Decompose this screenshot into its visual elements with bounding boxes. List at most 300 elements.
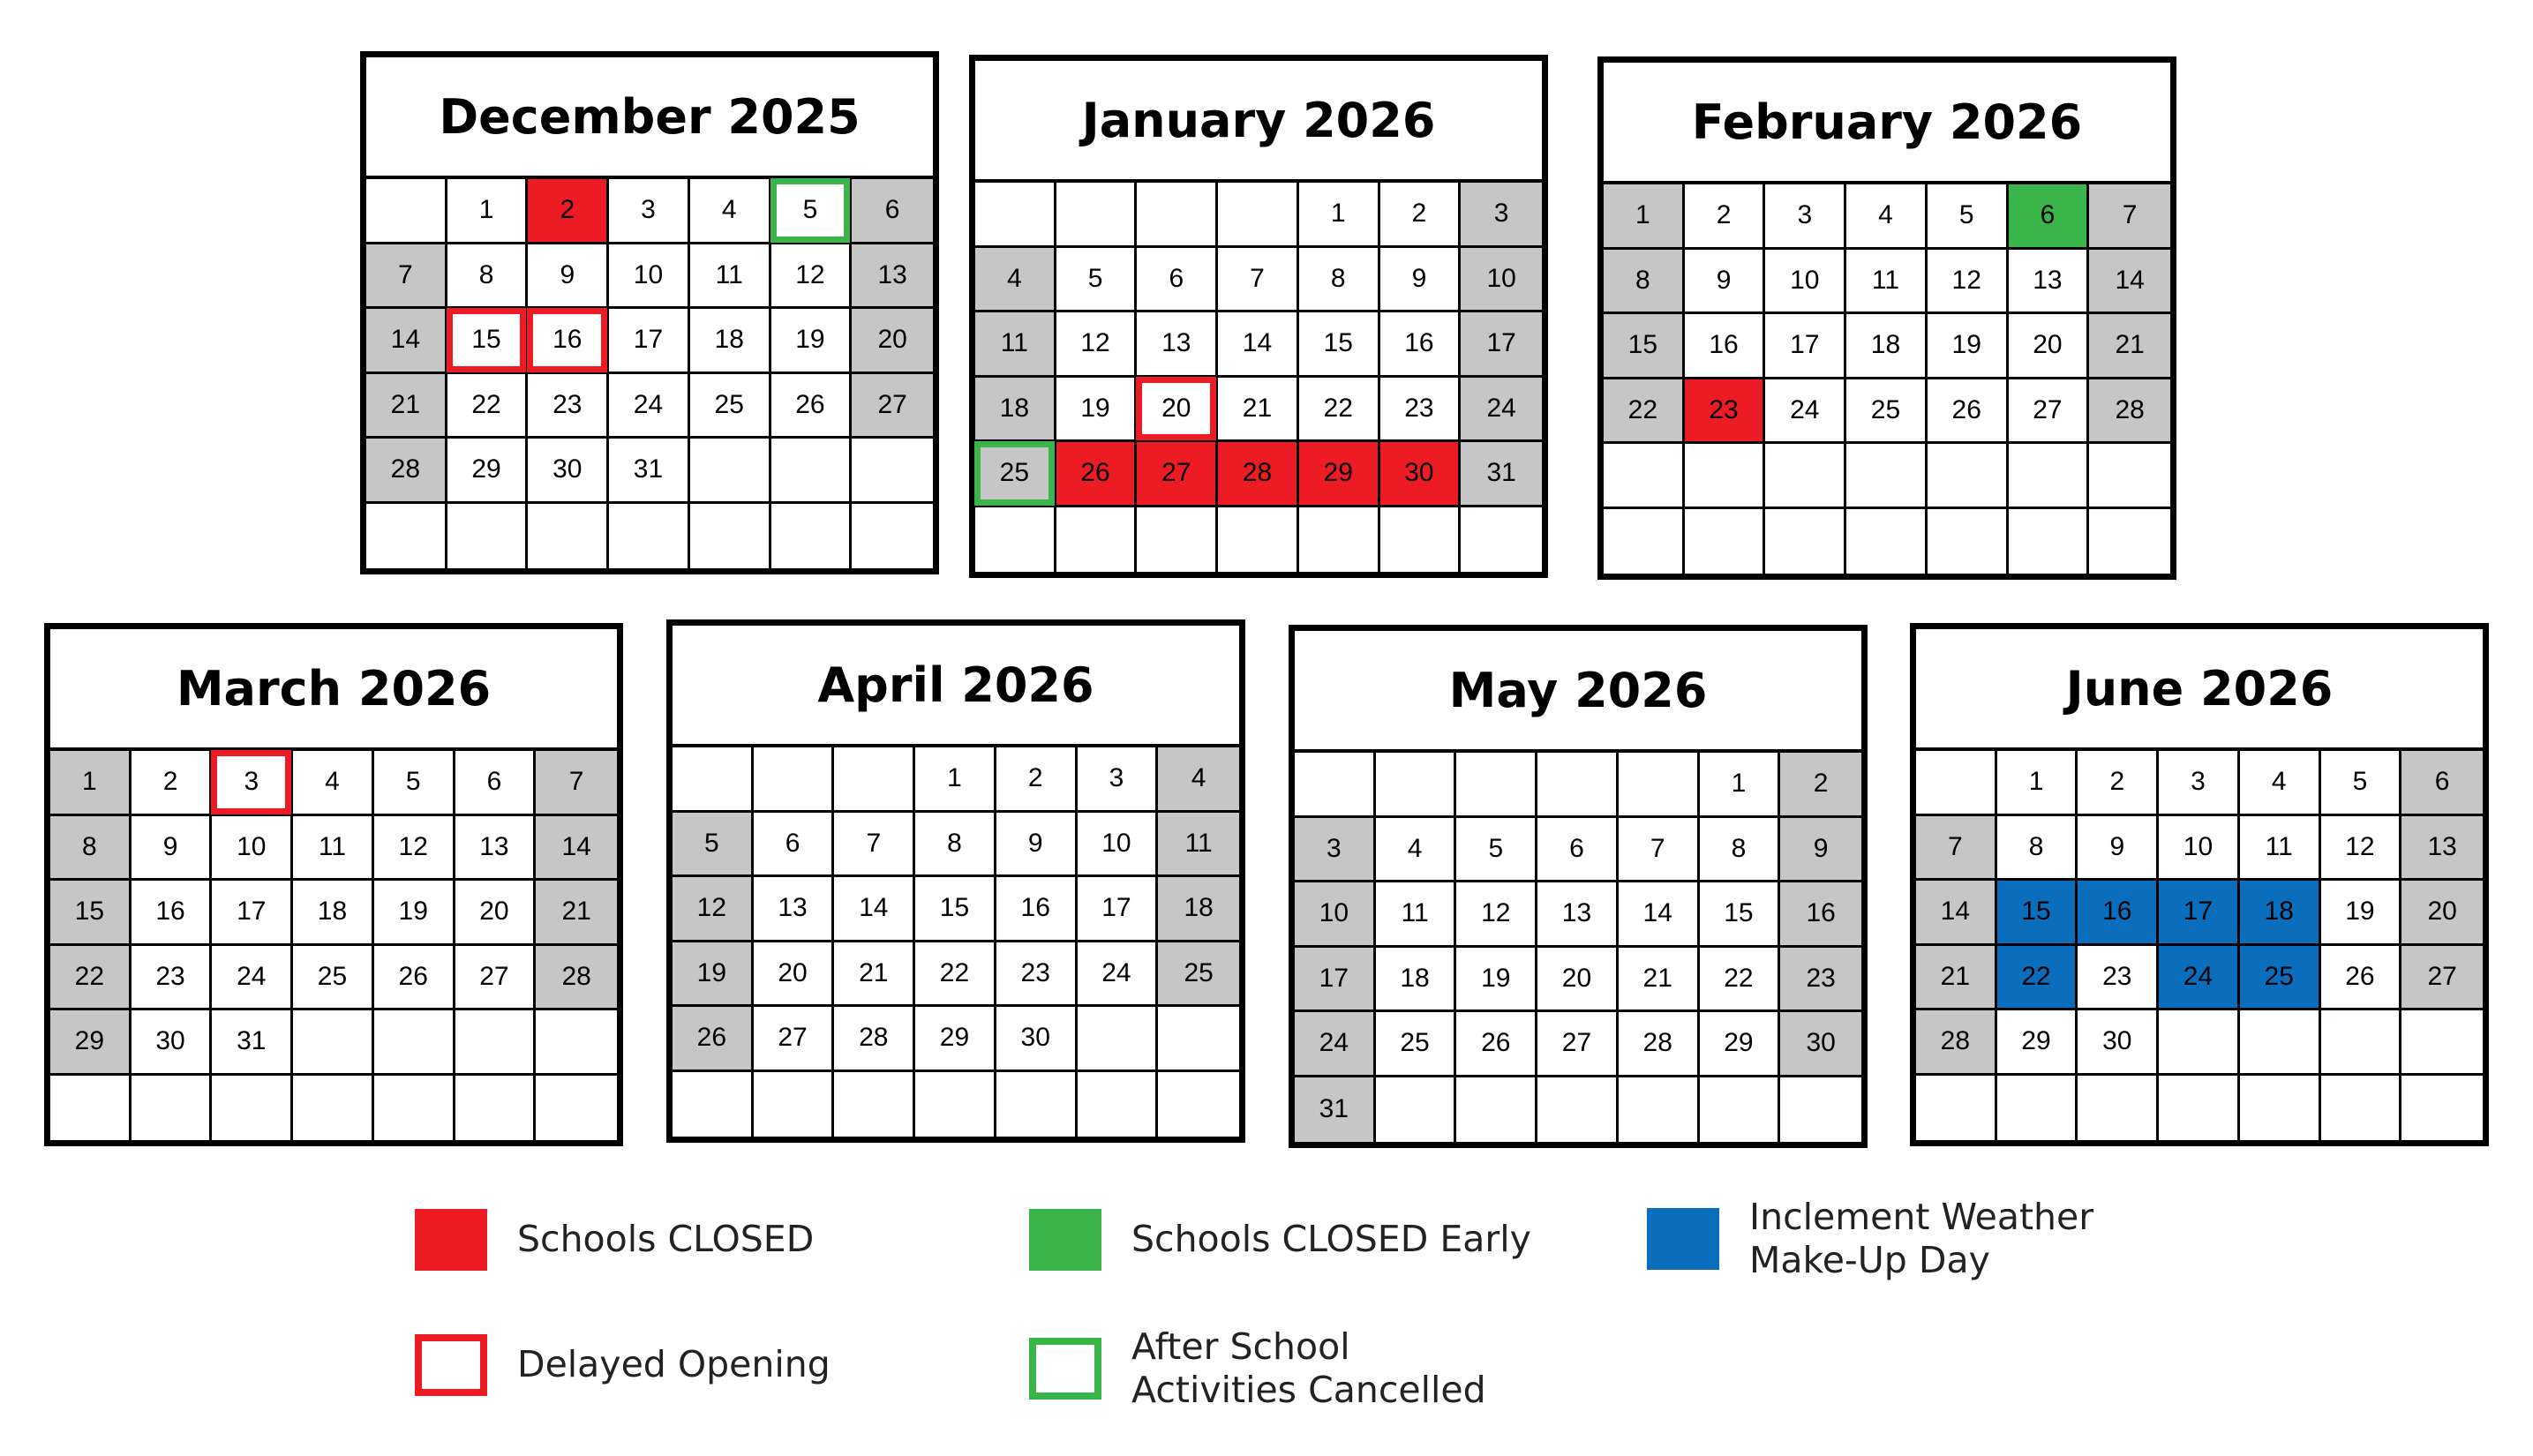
day-cell: 19 xyxy=(1456,948,1537,1013)
day-cell: 23 xyxy=(996,942,1078,1008)
day-cell: 12 xyxy=(771,244,853,310)
day-cell xyxy=(1456,1077,1537,1143)
day-cell: 11 xyxy=(975,312,1056,378)
calendar-april-2026 xyxy=(666,619,1245,1143)
day-cell: 6 xyxy=(455,751,537,816)
day-cell xyxy=(915,1072,996,1137)
day-cell: 30 xyxy=(1780,1012,1861,1077)
day-cell: 23 xyxy=(132,946,213,1011)
day-cell: 15 xyxy=(1604,314,1685,379)
day-cell: 6 xyxy=(1537,818,1619,883)
day-cell: 22 xyxy=(50,946,132,1011)
day-cell: 27 xyxy=(1537,1012,1619,1077)
day-cell xyxy=(1056,507,1138,573)
day-cell: 4 xyxy=(1376,818,1457,883)
day-cell xyxy=(1295,753,1376,818)
day-cell: 28 xyxy=(536,946,617,1011)
day-cell xyxy=(1299,507,1380,573)
day-cell: 19 xyxy=(673,942,754,1008)
day-cell: 31 xyxy=(212,1010,293,1076)
day-cell: 13 xyxy=(852,244,933,310)
day-cell: 6 xyxy=(1137,248,1218,313)
day-cell xyxy=(1846,444,1928,509)
day-cell: 6 xyxy=(754,813,835,878)
day-cell: 15 xyxy=(915,877,996,942)
day-cell: 13 xyxy=(2009,250,2090,315)
day-cell: 25 xyxy=(1158,942,1239,1008)
day-cell: 27 xyxy=(455,946,537,1011)
day-cell xyxy=(1916,1076,1997,1141)
day-cell: 12 xyxy=(1456,882,1537,948)
day-cell: 5 xyxy=(771,179,853,244)
day-cell: 10 xyxy=(1461,248,1542,313)
day-cell xyxy=(771,504,853,569)
day-cell: 20 xyxy=(754,942,835,1008)
day-cell: 1 xyxy=(1299,183,1380,248)
closed-early-swatch-icon xyxy=(1029,1209,1101,1271)
day-cell: 19 xyxy=(374,881,455,946)
day-cell: 7 xyxy=(1916,816,1997,882)
day-cell xyxy=(754,747,835,813)
day-cell: 24 xyxy=(2159,946,2240,1011)
day-cell: 21 xyxy=(2089,314,2170,379)
month-title: January 2026 xyxy=(975,61,1542,183)
day-cell: 8 xyxy=(50,816,132,882)
day-cell xyxy=(1619,1077,1700,1143)
day-grid xyxy=(1604,184,2170,574)
day-cell xyxy=(673,747,754,813)
day-cell: 3 xyxy=(1295,818,1376,883)
day-cell: 29 xyxy=(1997,1010,2078,1076)
day-cell: 15 xyxy=(447,309,529,374)
closed-swatch-icon xyxy=(415,1209,487,1271)
day-cell: 2 xyxy=(1380,183,1462,248)
month-title: May 2026 xyxy=(1295,631,1861,753)
day-cell xyxy=(1158,1007,1239,1072)
day-cell: 17 xyxy=(1078,877,1159,942)
day-cell xyxy=(834,1072,915,1137)
day-cell xyxy=(2401,1076,2483,1141)
day-cell xyxy=(1456,753,1537,818)
day-cell: 13 xyxy=(1537,882,1619,948)
day-cell: 4 xyxy=(1846,184,1928,250)
day-cell: 27 xyxy=(2401,946,2483,1011)
day-cell xyxy=(2240,1076,2321,1141)
day-cell: 20 xyxy=(1137,378,1218,443)
legend-makeup xyxy=(1647,1196,2093,1282)
day-cell xyxy=(690,439,771,504)
day-cell xyxy=(528,504,609,569)
day-cell: 24 xyxy=(609,374,690,439)
day-cell: 21 xyxy=(834,942,915,1008)
day-cell: 20 xyxy=(2009,314,2090,379)
day-cell xyxy=(1137,507,1218,573)
day-cell: 26 xyxy=(1928,379,2009,445)
day-cell xyxy=(1916,751,1997,816)
day-cell: 23 xyxy=(528,374,609,439)
day-cell: 27 xyxy=(2009,379,2090,445)
day-cell: 30 xyxy=(996,1007,1078,1072)
day-cell: 8 xyxy=(447,244,529,310)
day-cell: 30 xyxy=(132,1010,213,1076)
day-cell: 9 xyxy=(132,816,213,882)
day-cell: 13 xyxy=(1137,312,1218,378)
day-cell xyxy=(2401,1010,2483,1076)
day-cell xyxy=(2321,1076,2402,1141)
day-cell: 25 xyxy=(975,442,1056,507)
day-cell: 12 xyxy=(1056,312,1138,378)
day-cell xyxy=(1078,1072,1159,1137)
day-cell: 16 xyxy=(1380,312,1462,378)
day-cell: 16 xyxy=(132,881,213,946)
day-cell: 9 xyxy=(1685,250,1766,315)
day-cell: 20 xyxy=(1537,948,1619,1013)
day-cell: 1 xyxy=(1997,751,2078,816)
day-cell: 14 xyxy=(366,309,447,374)
day-cell: 6 xyxy=(2401,751,2483,816)
day-cell: 2 xyxy=(2078,751,2159,816)
day-cell: 17 xyxy=(1295,948,1376,1013)
day-cell: 16 xyxy=(996,877,1078,942)
day-cell xyxy=(754,1072,835,1137)
day-cell: 9 xyxy=(528,244,609,310)
day-cell: 17 xyxy=(212,881,293,946)
day-cell xyxy=(2159,1076,2240,1141)
day-cell: 10 xyxy=(1078,813,1159,878)
day-cell: 14 xyxy=(536,816,617,882)
day-cell: 4 xyxy=(975,248,1056,313)
day-cell: 22 xyxy=(1299,378,1380,443)
day-cell: 1 xyxy=(50,751,132,816)
day-cell xyxy=(293,1010,374,1076)
day-cell: 19 xyxy=(2321,881,2402,946)
day-grid xyxy=(673,747,1239,1137)
day-cell xyxy=(50,1076,132,1141)
day-cell: 27 xyxy=(852,374,933,439)
day-cell: 22 xyxy=(1700,948,1781,1013)
day-grid xyxy=(1916,751,2483,1140)
day-cell: 5 xyxy=(673,813,754,878)
day-cell: 29 xyxy=(447,439,529,504)
day-cell: 28 xyxy=(366,439,447,504)
day-cell: 3 xyxy=(609,179,690,244)
day-cell xyxy=(690,504,771,569)
day-cell: 15 xyxy=(50,881,132,946)
day-cell: 24 xyxy=(1295,1012,1376,1077)
day-cell xyxy=(834,747,915,813)
day-cell: 7 xyxy=(1619,818,1700,883)
day-cell: 12 xyxy=(1928,250,2009,315)
day-cell: 14 xyxy=(1218,312,1299,378)
day-cell: 17 xyxy=(2159,881,2240,946)
day-cell: 12 xyxy=(673,877,754,942)
day-cell: 3 xyxy=(2159,751,2240,816)
day-cell xyxy=(1218,183,1299,248)
day-cell: 2 xyxy=(1685,184,1766,250)
month-title: April 2026 xyxy=(673,626,1239,747)
day-cell: 1 xyxy=(447,179,529,244)
day-grid xyxy=(1295,753,1861,1142)
day-cell: 26 xyxy=(2321,946,2402,1011)
day-cell xyxy=(771,439,853,504)
cancelled-swatch-icon xyxy=(1029,1338,1101,1400)
day-cell: 7 xyxy=(1218,248,1299,313)
day-cell xyxy=(455,1010,537,1076)
day-cell: 28 xyxy=(1218,442,1299,507)
day-cell xyxy=(609,504,690,569)
day-cell: 3 xyxy=(212,751,293,816)
day-cell: 20 xyxy=(852,309,933,374)
day-cell: 24 xyxy=(1078,942,1159,1008)
day-cell: 18 xyxy=(1376,948,1457,1013)
calendar-january-2026 xyxy=(969,55,1548,578)
day-cell xyxy=(366,179,447,244)
day-cell: 19 xyxy=(1928,314,2009,379)
day-cell: 3 xyxy=(1461,183,1542,248)
day-cell xyxy=(2078,1076,2159,1141)
day-cell xyxy=(1056,183,1138,248)
day-cell xyxy=(1461,507,1542,573)
day-cell: 21 xyxy=(536,881,617,946)
day-cell xyxy=(1685,444,1766,509)
legend-cancelled-label: After School Activities Cancelled xyxy=(1131,1325,1486,1412)
day-cell xyxy=(1218,507,1299,573)
day-cell xyxy=(1537,753,1619,818)
day-cell: 5 xyxy=(1456,818,1537,883)
day-cell: 26 xyxy=(771,374,853,439)
day-cell xyxy=(1780,1077,1861,1143)
day-cell xyxy=(2240,1010,2321,1076)
day-cell: 4 xyxy=(1158,747,1239,813)
day-cell: 20 xyxy=(2401,881,2483,946)
day-cell: 2 xyxy=(996,747,1078,813)
day-cell: 18 xyxy=(293,881,374,946)
day-cell: 1 xyxy=(1604,184,1685,250)
day-cell: 8 xyxy=(1299,248,1380,313)
day-cell: 29 xyxy=(1299,442,1380,507)
calendar-june-2026 xyxy=(1910,623,2489,1146)
day-cell: 29 xyxy=(50,1010,132,1076)
day-cell: 28 xyxy=(1916,1010,1997,1076)
day-cell: 15 xyxy=(1299,312,1380,378)
makeup-swatch-icon xyxy=(1647,1208,1719,1270)
day-cell: 16 xyxy=(528,309,609,374)
day-cell: 8 xyxy=(1997,816,2078,882)
day-cell: 2 xyxy=(528,179,609,244)
day-cell: 15 xyxy=(1997,881,2078,946)
day-cell: 18 xyxy=(1846,314,1928,379)
day-cell: 25 xyxy=(1846,379,1928,445)
day-cell: 10 xyxy=(2159,816,2240,882)
day-cell: 16 xyxy=(1685,314,1766,379)
day-cell xyxy=(673,1072,754,1137)
month-title: June 2026 xyxy=(1916,629,2483,751)
day-cell xyxy=(1928,444,2009,509)
day-cell xyxy=(1380,507,1462,573)
day-cell xyxy=(1078,1007,1159,1072)
day-cell: 29 xyxy=(1700,1012,1781,1077)
day-cell: 2 xyxy=(132,751,213,816)
day-cell: 28 xyxy=(2089,379,2170,445)
day-cell xyxy=(975,183,1056,248)
day-cell: 31 xyxy=(1461,442,1542,507)
day-cell xyxy=(536,1010,617,1076)
day-cell xyxy=(975,507,1056,573)
day-cell: 25 xyxy=(690,374,771,439)
day-cell xyxy=(212,1076,293,1141)
day-cell: 11 xyxy=(2240,816,2321,882)
day-cell: 13 xyxy=(2401,816,2483,882)
day-cell: 28 xyxy=(1619,1012,1700,1077)
day-cell: 11 xyxy=(1158,813,1239,878)
day-cell: 9 xyxy=(2078,816,2159,882)
day-cell xyxy=(1604,444,1685,509)
day-cell xyxy=(852,439,933,504)
day-cell xyxy=(1846,509,1928,574)
day-cell: 23 xyxy=(1780,948,1861,1013)
delayed-swatch-icon xyxy=(415,1334,487,1396)
day-cell xyxy=(1376,753,1457,818)
day-cell: 22 xyxy=(1604,379,1685,445)
day-cell: 11 xyxy=(1376,882,1457,948)
day-cell: 30 xyxy=(528,439,609,504)
day-cell: 7 xyxy=(536,751,617,816)
day-cell: 19 xyxy=(1056,378,1138,443)
day-cell: 16 xyxy=(1780,882,1861,948)
day-cell: 20 xyxy=(455,881,537,946)
day-cell xyxy=(1604,509,1685,574)
day-cell: 11 xyxy=(293,816,374,882)
day-cell: 19 xyxy=(771,309,853,374)
month-title: February 2026 xyxy=(1604,63,2170,184)
day-cell: 26 xyxy=(1456,1012,1537,1077)
day-cell: 5 xyxy=(374,751,455,816)
day-cell: 18 xyxy=(975,378,1056,443)
day-cell xyxy=(996,1072,1078,1137)
day-cell: 11 xyxy=(1846,250,1928,315)
day-cell: 24 xyxy=(1765,379,1846,445)
day-cell: 2 xyxy=(1780,753,1861,818)
day-cell xyxy=(536,1076,617,1141)
day-cell: 22 xyxy=(447,374,529,439)
day-cell xyxy=(2009,444,2090,509)
day-cell: 30 xyxy=(1380,442,1462,507)
legend-makeup-label: Inclement Weather Make-Up Day xyxy=(1749,1196,2094,1282)
day-cell: 12 xyxy=(2321,816,2402,882)
day-cell: 14 xyxy=(1619,882,1700,948)
day-cell: 31 xyxy=(609,439,690,504)
day-cell: 10 xyxy=(1765,250,1846,315)
legend-delayed-label: Delayed Opening xyxy=(517,1343,831,1386)
day-cell xyxy=(366,504,447,569)
day-cell: 10 xyxy=(1295,882,1376,948)
day-cell: 16 xyxy=(2078,881,2159,946)
day-cell: 26 xyxy=(673,1007,754,1072)
day-cell xyxy=(1619,753,1700,818)
day-cell xyxy=(1376,1077,1457,1143)
day-cell xyxy=(374,1076,455,1141)
day-cell xyxy=(1537,1077,1619,1143)
day-cell xyxy=(2089,444,2170,509)
day-grid xyxy=(50,751,617,1140)
day-cell: 5 xyxy=(2321,751,2402,816)
day-cell: 10 xyxy=(609,244,690,310)
day-cell: 17 xyxy=(609,309,690,374)
day-cell: 22 xyxy=(915,942,996,1008)
calendar-may-2026 xyxy=(1289,625,1868,1148)
day-cell: 15 xyxy=(1700,882,1781,948)
day-cell: 23 xyxy=(1380,378,1462,443)
day-cell xyxy=(1765,509,1846,574)
day-cell: 14 xyxy=(2089,250,2170,315)
day-cell: 27 xyxy=(754,1007,835,1072)
day-cell: 4 xyxy=(690,179,771,244)
day-cell xyxy=(1685,509,1766,574)
day-cell: 23 xyxy=(1685,379,1766,445)
day-cell: 8 xyxy=(1604,250,1685,315)
day-cell: 13 xyxy=(754,877,835,942)
day-cell: 11 xyxy=(690,244,771,310)
day-cell xyxy=(132,1076,213,1141)
day-cell xyxy=(1700,1077,1781,1143)
day-cell: 18 xyxy=(690,309,771,374)
day-cell: 25 xyxy=(293,946,374,1011)
day-cell: 24 xyxy=(1461,378,1542,443)
legend-delayed xyxy=(415,1334,831,1396)
day-cell: 29 xyxy=(915,1007,996,1072)
calendar-march-2026 xyxy=(44,623,623,1146)
day-cell xyxy=(1928,509,2009,574)
day-cell: 7 xyxy=(366,244,447,310)
day-cell xyxy=(374,1010,455,1076)
day-cell: 17 xyxy=(1461,312,1542,378)
day-cell xyxy=(1137,183,1218,248)
legend-cancelled xyxy=(1029,1325,1486,1412)
day-cell: 7 xyxy=(834,813,915,878)
day-cell: 23 xyxy=(2078,946,2159,1011)
day-cell: 18 xyxy=(2240,881,2321,946)
day-cell xyxy=(2009,509,2090,574)
day-grid xyxy=(975,183,1542,572)
day-cell: 17 xyxy=(1765,314,1846,379)
calendar-december-2025 xyxy=(360,51,939,574)
day-cell: 12 xyxy=(374,816,455,882)
month-title: March 2026 xyxy=(50,629,617,751)
day-cell: 4 xyxy=(2240,751,2321,816)
legend-closed-label: Schools CLOSED xyxy=(517,1218,815,1261)
day-cell: 21 xyxy=(1619,948,1700,1013)
day-grid xyxy=(366,179,933,568)
day-cell: 8 xyxy=(915,813,996,878)
day-cell: 6 xyxy=(2009,184,2090,250)
day-cell: 24 xyxy=(212,946,293,1011)
day-cell: 9 xyxy=(1780,818,1861,883)
day-cell: 3 xyxy=(1765,184,1846,250)
day-cell xyxy=(1765,444,1846,509)
day-cell xyxy=(2159,1010,2240,1076)
day-cell: 25 xyxy=(2240,946,2321,1011)
legend-closed-early-label: Schools CLOSED Early xyxy=(1131,1218,1531,1261)
legend-closed xyxy=(415,1209,814,1271)
day-cell: 5 xyxy=(1056,248,1138,313)
day-cell xyxy=(447,504,529,569)
day-cell: 25 xyxy=(1376,1012,1457,1077)
day-cell: 21 xyxy=(366,374,447,439)
day-cell: 13 xyxy=(455,816,537,882)
day-cell: 18 xyxy=(1158,877,1239,942)
day-cell: 4 xyxy=(293,751,374,816)
day-cell: 21 xyxy=(1218,378,1299,443)
